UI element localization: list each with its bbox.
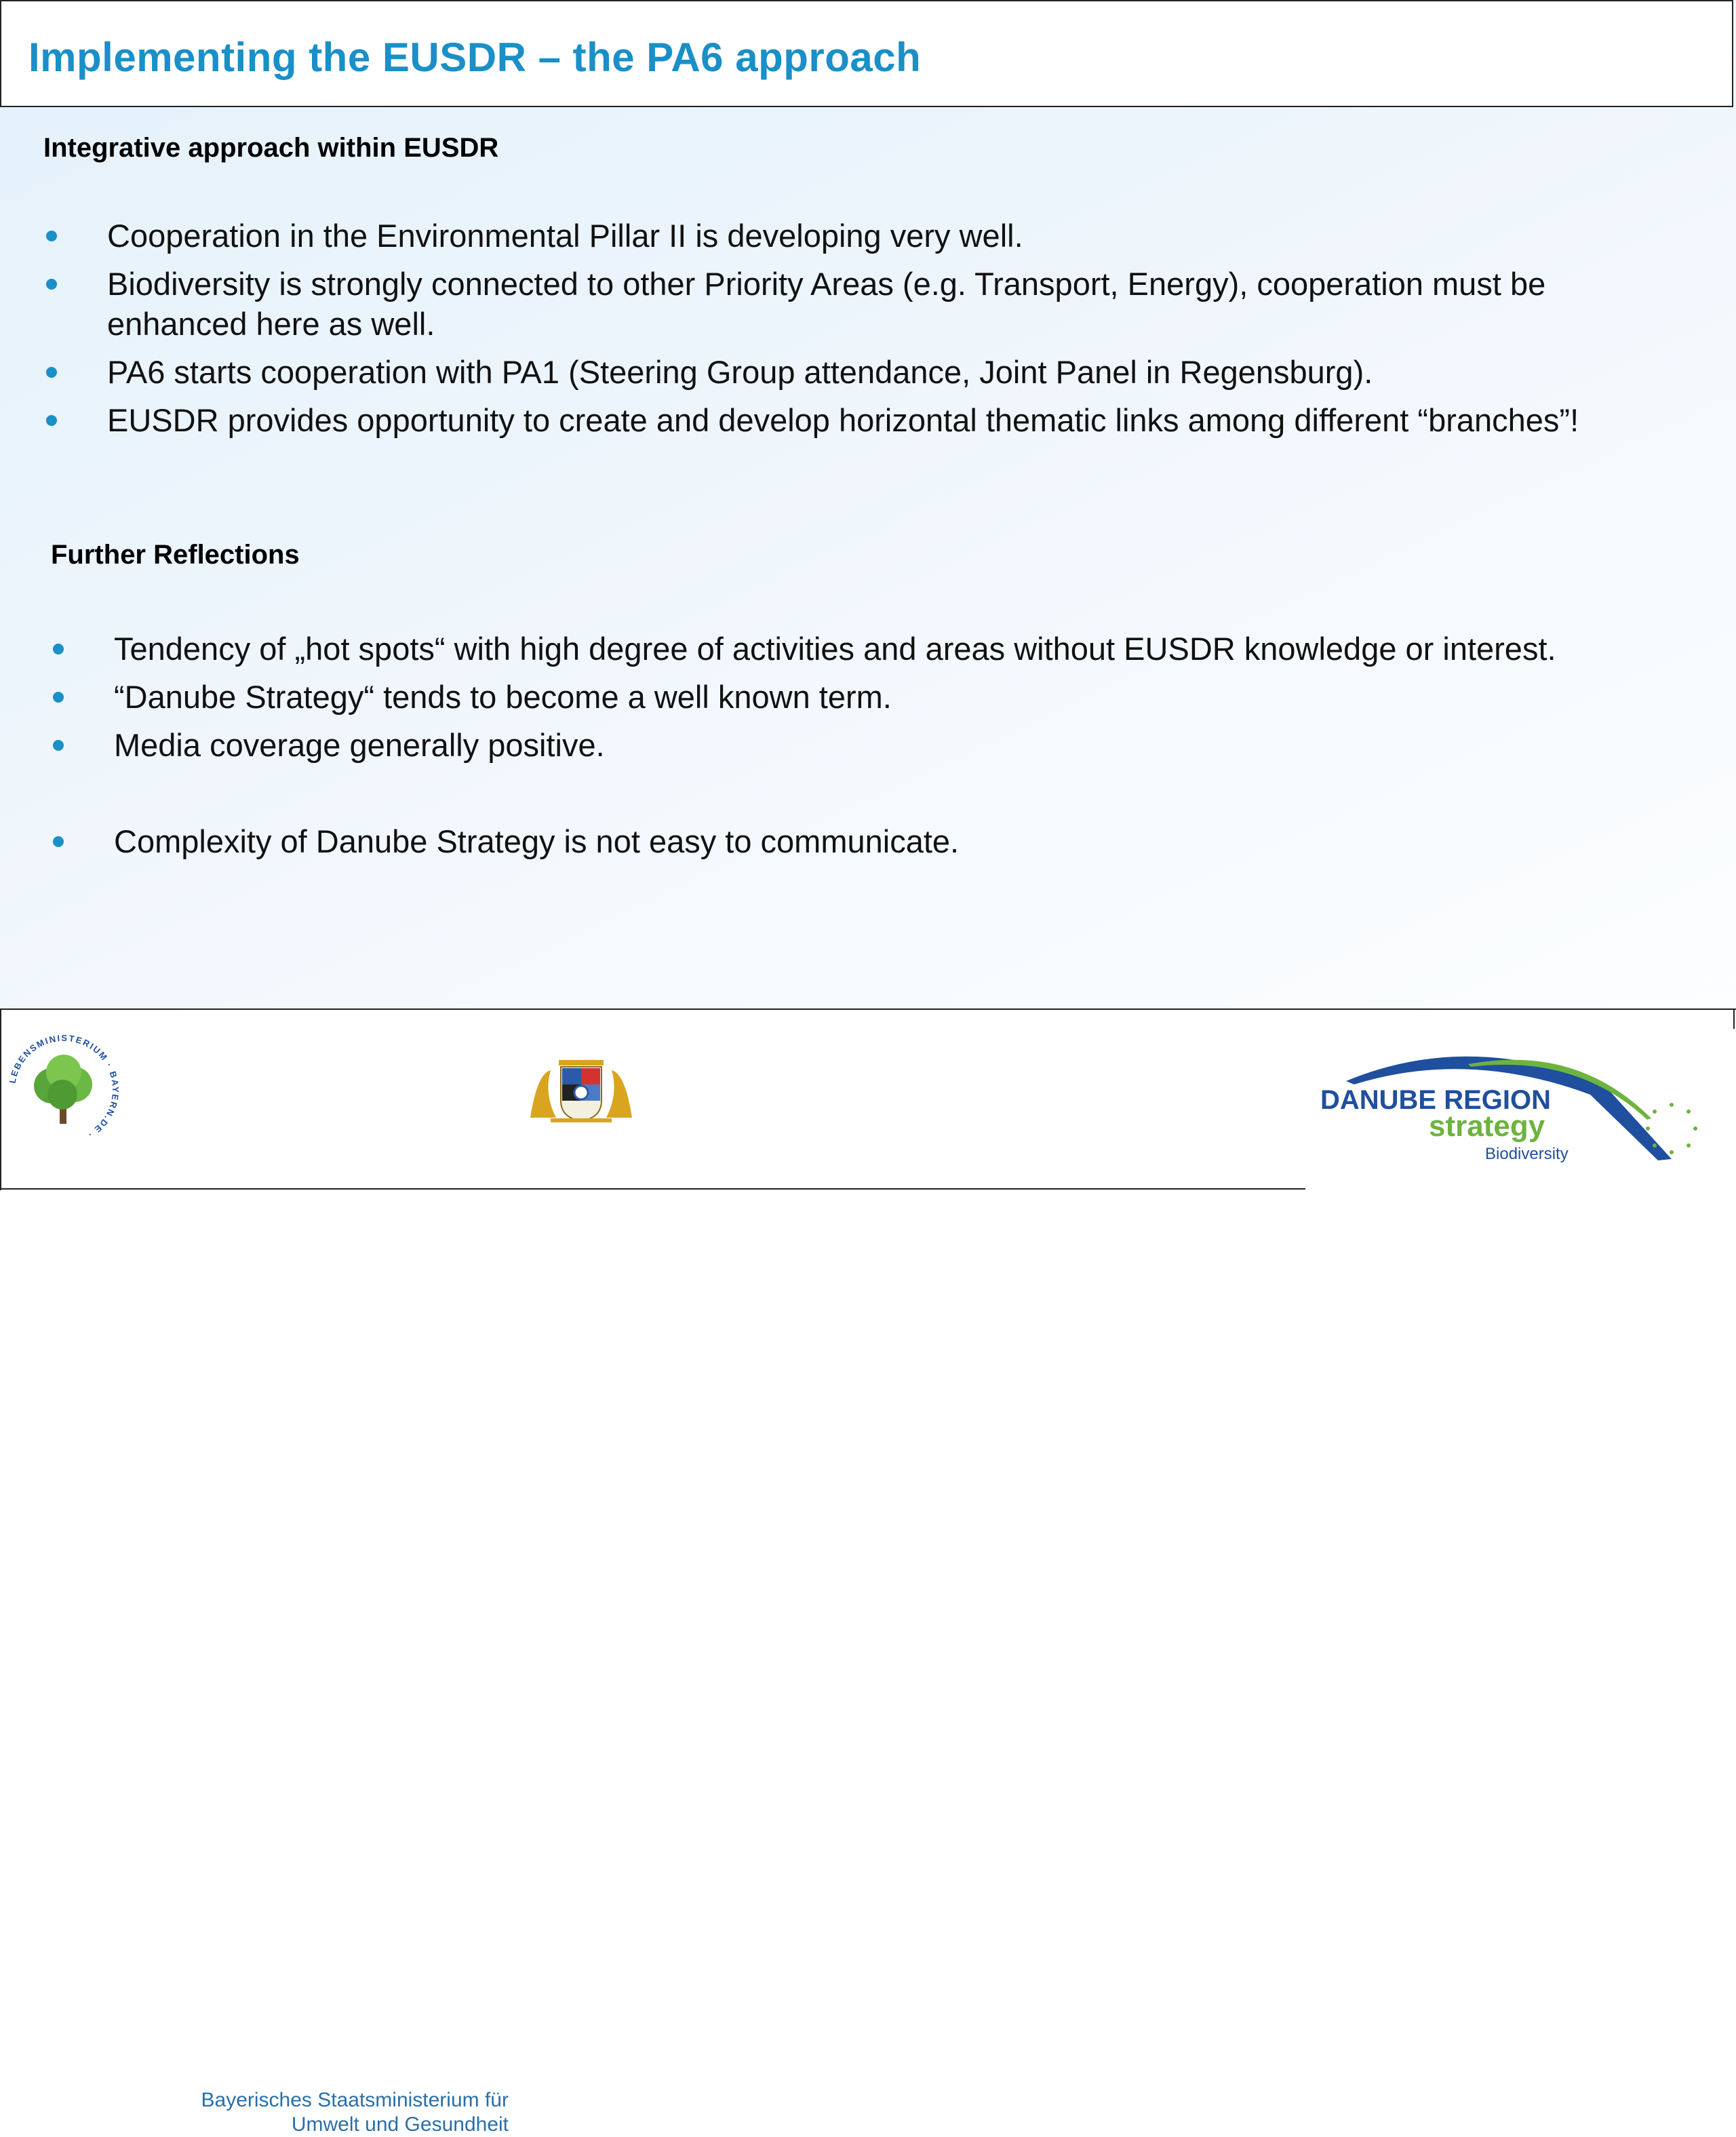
bullet-dot (46, 367, 57, 378)
lebensministerium-tree-logo (4, 1030, 123, 1150)
danube-logo-line2: strategy (1429, 1110, 1545, 1143)
bavarian-coat-of-arms-icon (524, 1053, 639, 1125)
bullet-list-integrative (46, 216, 1606, 440)
bullet-list-reflections (53, 629, 1694, 861)
title-bar (0, 0, 1733, 107)
footer-border-right (1733, 1008, 1735, 1029)
list-item-text: “Danube Strategy“ tends to become a well known term. (114, 679, 892, 715)
bullet-dot (53, 644, 64, 654)
list-item (46, 216, 1606, 256)
list-item-text: Media coverage generally positive. (114, 727, 605, 763)
list-item-text: Tendency of „hot spots“ with high degree of activities and areas without EUSDR knowledge or interest. (114, 631, 1556, 667)
bullet-dot (46, 279, 57, 290)
ministry-name-line2: Umwelt und Gesundheit (291, 2113, 509, 2136)
slide-title: Implementing the EUSDR – the PA6 approach (28, 35, 922, 80)
svg-text:LEBENSMINISTERIUM · BAYERN.DE: LEBENSMINISTERIUM · BAYERN.DE · (7, 1032, 121, 1141)
list-item (46, 352, 1606, 392)
footer (0, 1008, 1736, 2136)
list-item (46, 400, 1606, 440)
ministry-name-line1: Bayerisches Staatsministerium für (201, 2089, 509, 2111)
list-item (53, 821, 1694, 861)
section-heading-integrative: Integrative approach within EUSDR (43, 133, 499, 163)
list-item (53, 677, 1694, 717)
danube-region-strategy-logo (1319, 1044, 1722, 1179)
list-item-text: Cooperation in the Environmental Pillar II is developing very well. (107, 218, 1023, 254)
bullet-dot (53, 740, 64, 751)
list-item-text: Biodiversity is strongly connected to other Priority Areas (e.g. Transport, Energy), cooperation must be enhanced here as well. (107, 266, 1546, 342)
list-item (46, 264, 1606, 344)
list-item-text: EUSDR provides opportunity to create and develop horizontal thematic links among different “branches”! (107, 402, 1579, 438)
footer-border-left (0, 1008, 1, 1190)
footer-border-bottom (0, 1188, 1305, 1190)
list-item-text: PA6 starts cooperation with PA1 (Steering Group attendance, Joint Panel in Regensburg). (107, 354, 1373, 390)
bullet-dot (46, 415, 57, 426)
ministry-name (183, 2088, 509, 2137)
danube-logo-line1: DANUBE REGION (1320, 1085, 1552, 1115)
section-heading-reflections: Further Reflections (51, 540, 300, 570)
bullet-dot (53, 836, 64, 847)
list-item (53, 725, 1694, 765)
list-item (53, 629, 1694, 669)
list-item-text: Complexity of Danube Strategy is not easy to communicate. (114, 823, 960, 859)
bullet-dot (53, 692, 64, 703)
bullet-dot (46, 231, 57, 241)
danube-logo-line3: Biodiversity (1485, 1145, 1569, 1163)
